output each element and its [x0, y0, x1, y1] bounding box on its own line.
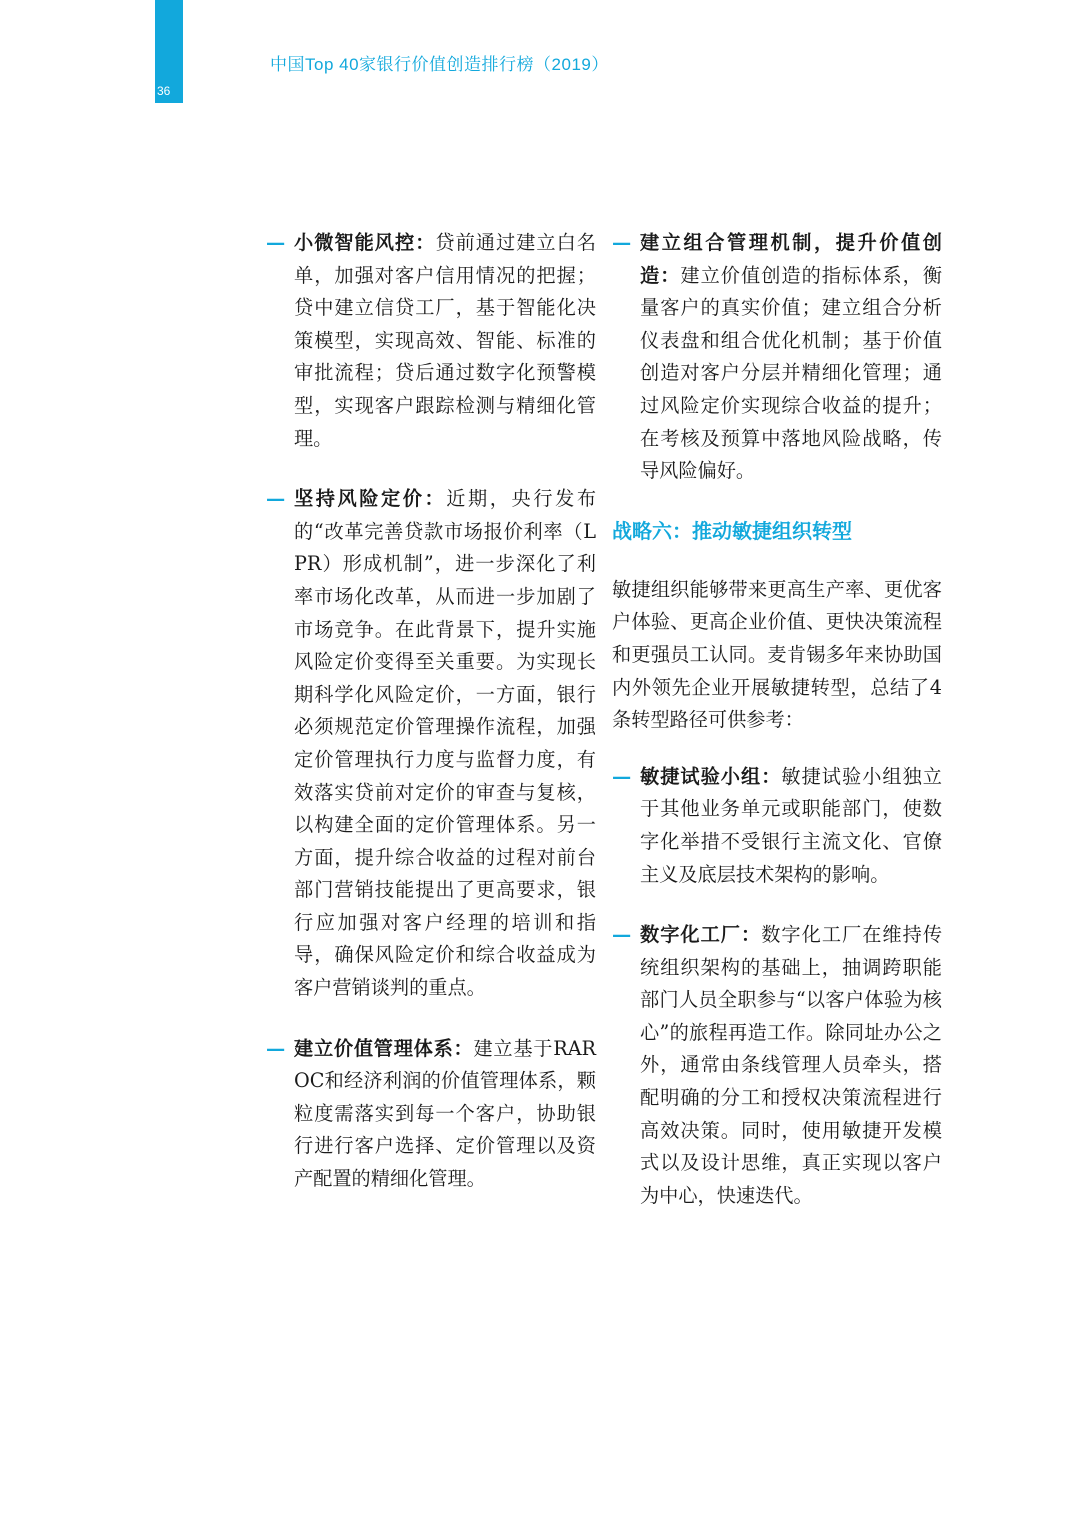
page-number: 36 [157, 84, 171, 98]
bullet-term: 建立价值管理体系： [294, 1036, 474, 1060]
bullet-dash-icon: — [266, 1036, 286, 1060]
bullet-dash-icon: — [612, 764, 632, 788]
bullet-text: 建立价值创造的指标体系，衡量客户的真实价值；建立组合分析仪表盘和组合优化机制；基于价值创造对客户分层并精细化管理；通过风险定价实现综合收益的提升；在考核及预算中落地风险战略，传导风险偏好。 [640, 263, 943, 483]
bullet-text: 近期，央行发布的“改革完善贷款市场报价利率（LPR）形成机制”，进一步深化了利率市场化改革，从而进一步加剧了市场竞争。在此背景下，提升实施风险定价变得至关重要。为实现长期科学化风险定价，一方面，银行必须规范定价管理操作流程，加强定价管理执行力度与监督力度，有效落实贷前对定价的审查与复核，以构建全面的定价管理体系。另一方面，提升综合收益的过程对前台部门营销技能提出了更高要求，银行应加强对客户经理的培训和指导，确保风险定价和综合收益成为客户营销谈判的重点。 [294, 487, 597, 1000]
bullet-item [612, 761, 942, 891]
bullet-text: 贷前通过建立白名单，加强对客户信用情况的把握；贷中建立信贷工厂，基于智能化决策模型，实现高效、智能、标准的审批流程；贷后通过数字化预警模型，实现客户跟踪检测与精细化管理。 [294, 231, 596, 450]
bullet-item [266, 483, 596, 1005]
bullet-dash-icon: — [266, 231, 286, 254]
bullet-text: 数字化工厂在维持传统组织架构的基础上，抽调跨职能部门人员全职参与“以客户体验为核心”的旅程再造工作。除同址办公之外，通常由条线管理人员牵头，搭配明确的分工和授权决策流程进行高效决策。同时，使用敏捷开发模式以及设计思维，真正实现以客户为中心，快速迭代。 [640, 923, 943, 1207]
bullet-text: 建立基于RAROC和经济利润的价值管理体系，颗粒度需落实到每一个客户，协助银行进行客户选择、定价管理以及资产配置的精细化管理。 [294, 1036, 596, 1191]
bullet-term: 建立组合管理机制，提升价值创造： [640, 231, 942, 287]
bullet-term: 坚持风险定价： [294, 487, 447, 511]
bullet-dash-icon: — [266, 487, 286, 511]
bullet-term: 数字化工厂： [640, 923, 762, 947]
bullet-dash-icon: — [612, 231, 632, 254]
left-column [266, 227, 596, 1196]
bullet-term: 敏捷试验小组： [640, 764, 782, 788]
bullet-item [612, 227, 942, 488]
section-heading: 战略六：推动敏捷组织转型 [612, 518, 852, 543]
intro-paragraph: 敏捷组织能够带来更高生产率、更优客户体验、更高企业价值、更快决策流程和更强员工认同。麦肯锡多年来协助国内外领先企业开展敏捷转型，总结了4条转型路径可供参考： [612, 577, 942, 732]
report-title: 中国Top 40家银行价值创造排行榜（2019） [270, 55, 609, 74]
bullet-text: 敏捷试验小组独立于其他业务单元或职能部门，使数字化举措不受银行主流文化、官僚主义及底层技术架构的影响。 [640, 764, 942, 886]
bullet-dash-icon: — [612, 923, 632, 947]
right-column [612, 227, 942, 1212]
bullet-term: 小微智能风控： [294, 231, 436, 254]
bullet-item [266, 227, 596, 455]
bullet-item [266, 1033, 596, 1196]
bullet-item [612, 919, 942, 1212]
